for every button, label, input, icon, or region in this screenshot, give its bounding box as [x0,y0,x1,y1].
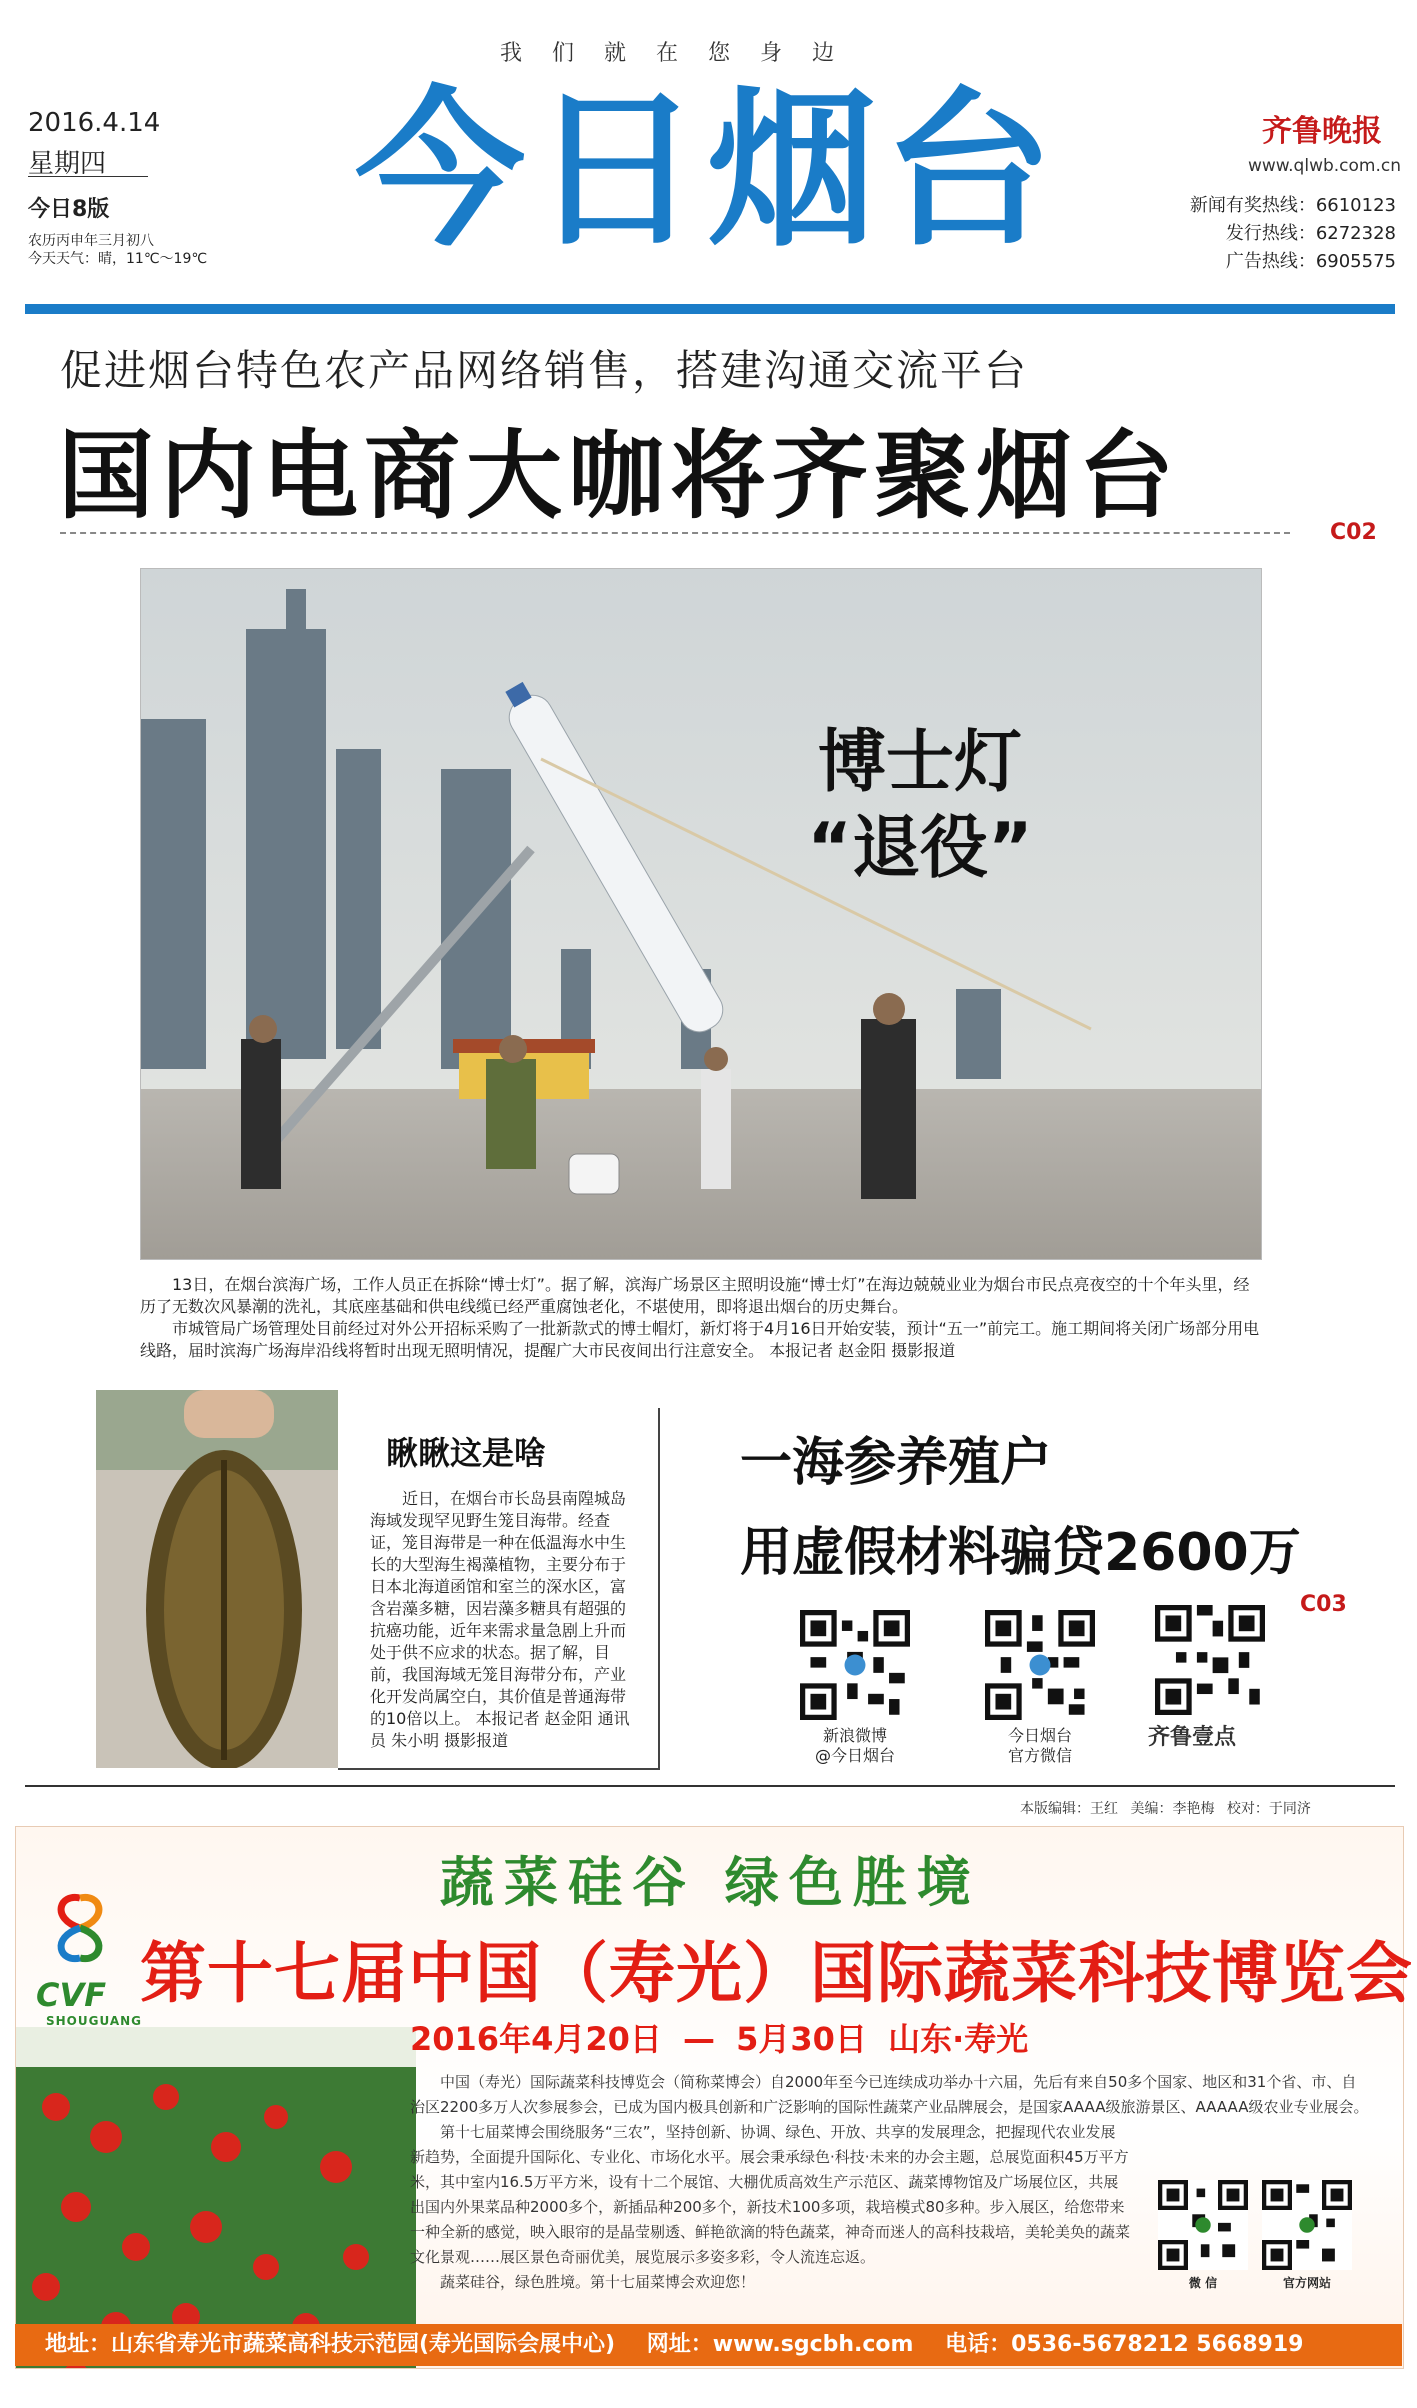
photo-title-line2: “退役” [807,809,1033,888]
kelp-photo [96,1390,338,1768]
qr-wechat[interactable] [985,1610,1095,1724]
caption-paragraph-2: 市城管局广场管理处目前经过对外公开招标采购了一批新款式的博士帽灯，新灯将于4月16日开始安装，预计“五一”前完工。施工期间将关闭广场部分用电线路，届时滨海广场海岸沿线将暂时出现无照明情况，提醒广大市民夜间出行注意安全。 本报记者 赵金阳 摄影报道 [140,1319,1260,1360]
ad-qr-wechat-label: 微 信 [1188,2276,1218,2290]
ad-pepper-image [16,2027,416,2369]
qr-weibo-label [780,1726,930,1766]
hotline-ads: 广告热线：6905575 [1225,251,1396,272]
ad-body-p3: 蔬菜硅谷，绿色胜境。第十七届菜博会欢迎您！ [440,2273,756,2291]
ad-title: 第十七届中国（寿光）国际蔬菜科技博览会 [140,1934,1413,2012]
qr-weibo-icon [800,1610,910,1720]
bucket [569,1154,619,1194]
ad-qr-website-icon [1262,2180,1352,2270]
date-divider [28,176,148,177]
main-photo [140,568,1262,1260]
caption-paragraph-1: 13日，在烟台滨海广场，工作人员正在拆除“博士灯”。据了解，滨海广场景区主照明设施“博士灯”在海边兢兢业业为烟台市民点亮夜空的十个年头里，经历了无数次风暴潮的洗礼，其底座基础和供电线缆已经严重腐蚀老化，不堪使用，即将退出烟台的历史舞台。 [140,1275,1250,1316]
hotlines [1176,192,1396,276]
qr-weibo-label-1: 新浪微博 [822,1726,887,1745]
masthead-title: 今日烟台 [355,70,1060,270]
photo-title[interactable] [790,720,1050,892]
masthead-slogan: 我们就在您身边 [500,41,865,66]
cvf-logo-sub: SHOUGUANG [46,2014,143,2028]
masthead-bar [25,304,1395,314]
ad-website[interactable]: 网址：www.sgcbh.com [646,2332,914,2357]
lead-headline[interactable]: 国内电商大咖将齐聚烟台 [58,420,1180,532]
ad-slogan: 蔬菜硅谷 绿色胜境 [440,1850,981,1914]
sea-page-ref[interactable]: C03 [1300,1592,1347,1617]
weather: 今天天气：晴，11℃～19℃ [28,251,208,267]
ad-body-p2: 第十七届菜博会围绕服务“三农”，坚持创新、协调、绿色、开放、共享的发展理念，把握现代农业发展新趋势，全面提升国际化、专业化、市场化水平。展会秉承绿色·科技·未来的办会主题，总展览面积45万平方米，其中室内16.5万平方米，设有十二个展馆、大棚优质高效生产示范区、蔬菜博物馆及广场展位区，共展出国内外果菜品种2000多个，新插品种200多个，新技术100多项，栽培模式80多种。步入展区，给您带来一种全新的感觉，映入眼帘的是晶莹剔透、鲜艳欲滴的特色蔬菜，神奇而迷人的高科技栽培，美轮美奂的蔬菜文化景观……展区景色奇丽优美，展览展示多姿多彩，令人流连忘返。 [410,2123,1131,2266]
qr-qilu-label [1148,1720,1236,1751]
brand-url[interactable]: www.qlwb.com.cn [1248,156,1401,176]
cvf-logo-text: CVF [36,1976,107,2014]
ad-qr-website[interactable] [1262,2180,1352,2291]
qr-wechat-label [965,1726,1115,1766]
page-count: 今日8版 [28,197,110,222]
qr-wechat-label-1: 今日烟台 [1007,1726,1072,1745]
issue-date: 2016.4.14 [28,108,161,138]
qr-qilu[interactable] [1155,1605,1265,1719]
ad-qr-wechat[interactable] [1158,2180,1248,2291]
sea-headline-1[interactable]: 一海参养殖户 [740,1433,1053,1493]
qr-qilu-label-1: 齐鲁壹点 [1148,1725,1237,1750]
kelp-title[interactable]: 瞅瞅这是啥 [386,1434,547,1472]
lunar-weather [28,232,207,268]
ad-footer [15,2324,1402,2399]
lead-page-ref[interactable]: C02 [1330,520,1377,545]
lead-divider [60,532,1290,534]
qr-weibo-label-2: @今日烟台 [814,1746,895,1765]
ad-date: 2016年4月20日 — 5月30日 山东·寿光 [410,2020,1029,2058]
ad-address: 地址：山东省寿光市蔬菜高科技示范园(寿光国际会展中心) [45,2332,616,2357]
lead-deck: 促进烟台特色农产品网络销售，搭建沟通交流平台 [60,346,1029,395]
hotline-distribution: 发行热线：6272328 [1225,223,1396,244]
sea-headline-2[interactable]: 用虚假材料骗贷2600万 [740,1523,1301,1583]
plaza-scene [141,569,1261,1259]
cvf-logo-icon [40,1888,120,1968]
kelp-text: 近日，在烟台市长岛县南隍城岛海域发现罕见野生笼目海带。经查证，笼目海带是一种在低温海水中生长的大型海生褐藻植物，主要分布于日本北海道函馆和室兰的深水区，富含岩藻多糖，因岩藻多糖具有超强的抗癌功能，近年来需求量急剧上升而处于供不应求的状态。据了解，目前，我国海域无笼目海带分布，产业化开发尚属空白，其价值是普通海带的10倍以上。 本报记者 赵金阳 通讯员 朱小明 摄影报道 [370,1489,630,1750]
photo-title-line1: 博士灯 [817,723,1022,802]
qr-wechat-label-2: 官方微信 [1007,1746,1072,1765]
hotline-news: 新闻有奖热线：6610123 [1189,195,1396,216]
qr-qilu-icon [1155,1605,1265,1715]
issue-weekday: 星期四 [28,149,107,179]
brand-logo: 齐鲁晚报 [1262,114,1382,149]
ad-phone: 电话：0536-5678212 5668919 5662506 [15,2332,1304,2399]
qr-wechat-icon [985,1610,1095,1720]
section-divider [25,1785,1395,1787]
qr-weibo[interactable] [800,1610,910,1724]
editor-credits: 本版编辑：王红 美编：李艳梅 校对：于同济 [1020,1801,1311,1817]
ad-body-p1: 中国（寿光）国际蔬菜科技博览会（简称菜博会）自2000年至今已连续成功举办十六届，先后有来自50多个国家、地区和31个省、市、自治区2200多万人次参展参会，已成为国内极具创新和广泛影响的国际性蔬菜产业品牌展会，是国家AAAA级旅游景区、AAAAA级农业专业展会。 [410,2073,1369,2116]
photo-caption [140,1274,1260,1362]
ad-qr-website-label: 官方网站 [1282,2276,1331,2290]
ad-qr-wechat-icon [1158,2180,1248,2270]
lunar-date: 农历丙申年三月初八 [28,233,154,249]
kelp-image [96,1390,338,1768]
